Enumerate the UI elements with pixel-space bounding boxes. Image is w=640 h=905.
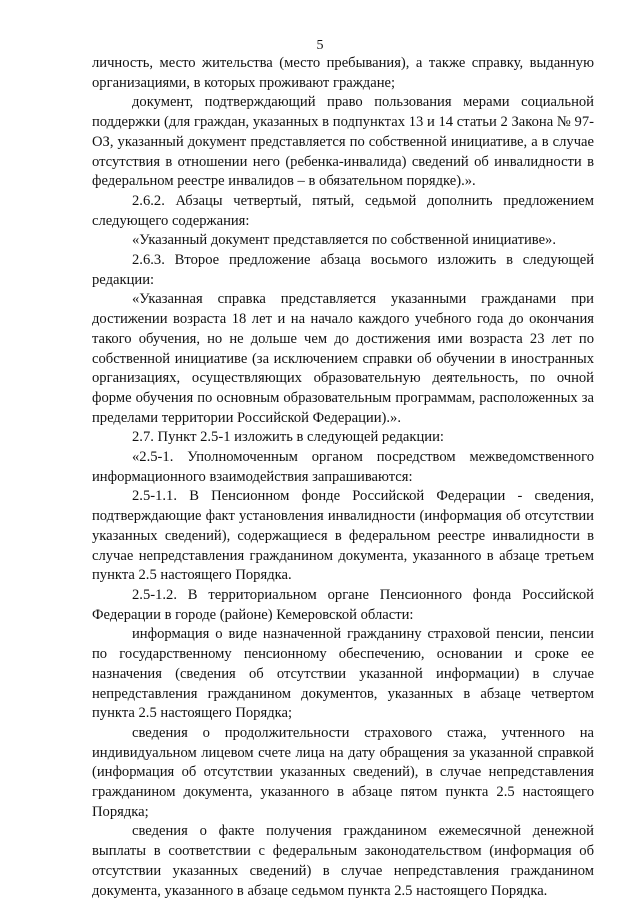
paragraph-monthly-payment: сведения о факте получения гражданином ежемесячной денежной выплаты в соответствии с федеральным законодательством (информация об отсутствии указанных сведений) в случае непредставления гражданином документа, указанного в абзаце седьмом пункта 2.5 настоящего Порядка.: [92, 823, 594, 899]
paragraph-2-7: 2.7. Пункт 2.5-1 изложить в следующей редакции:: [132, 429, 444, 446]
paragraph-2-5-1-2: 2.5-1.2. В территориальном органе Пенсионного фонда Российской Федерации в городе (районе) Кемеровской области:: [92, 586, 594, 623]
paragraph-2-5-1-1: 2.5-1.1. В Пенсионном фонде Российской Федерации - сведения, подтверждающие факт установления инвалидности (информация об отсутствии указанных сведений), содержащиеся в федеральном реестре инвалидности в случае непредставления гражданином документа, указанного в абзаце третьем пункта 2.5 настоящего Порядка.: [92, 488, 594, 584]
page-number: 5: [316, 38, 324, 53]
paragraph-quote-certificate: «Указанная справка представляется указанными гражданами при достижении возраста 18 лет и на начало каждого учебного года до окончания такого обучения, но не дольше чем до достижения ими возраста 23 лет по собственной инициативе (за исключением справки об обучении в иностранных организациях, осуществляющих образовательную деятельность, по очной форме обучения по основным образовательным программам, расположенных за пределами территории Российской Федерации).».: [92, 291, 594, 426]
paragraph-pension-info: информация о виде назначенной гражданину страховой пенсии, пенсии по государственному пенсионному обеспечению, основании и сроке ее назначения (сведения об отсутствии указанной информации) в случае непредставления гражданином документов, указанных в абзаце четвертом пункта 2.5 настоящего Порядка;: [92, 626, 594, 722]
paragraph-document-social-support: документ, подтверждающий право пользования мерами социальной поддержки (для граждан, указанных в подпунктах 13 и 14 статьи 2 Закона № 97-ОЗ, указанный документ представляется по собственной инициативе, а в случае отсутствия в отношении него (ребенка-инвалида) сведений об инвалидности в федеральном реестре инвалидов – в обязательном порядке).».: [92, 94, 594, 190]
paragraph-quote-own-initiative: «Указанный документ представляется по собственной инициативе».: [132, 232, 557, 249]
paragraph-2-6-2: 2.6.2. Абзацы четвертый, пятый, седьмой дополнить предложением следующего содержания:: [92, 192, 594, 229]
paragraph-2-6-3: 2.6.3. Второе предложение абзаца восьмого изложить в следующей редакции:: [92, 252, 594, 288]
paragraph-2-5-1: «2.5-1. Уполномоченным органом посредством межведомственного информационного взаимодействия запрашиваются:: [92, 449, 594, 485]
document-body: [92, 54, 594, 901]
paragraph-insurance-experience: сведения о продолжительности страхового стажа, учтенного на индивидуальном лицевом счете лица на дату обращения за указанной справкой (информация об отсутствии указанных сведений), в случае непредставления гражданином документа, указанного в абзаце пятом пункта 2.5 настоящего Порядка;: [92, 724, 594, 820]
paragraph-continuation: личность, место жительства (место пребывания), а также справку, выданную организациями, в которых проживают граждане;: [92, 55, 594, 91]
